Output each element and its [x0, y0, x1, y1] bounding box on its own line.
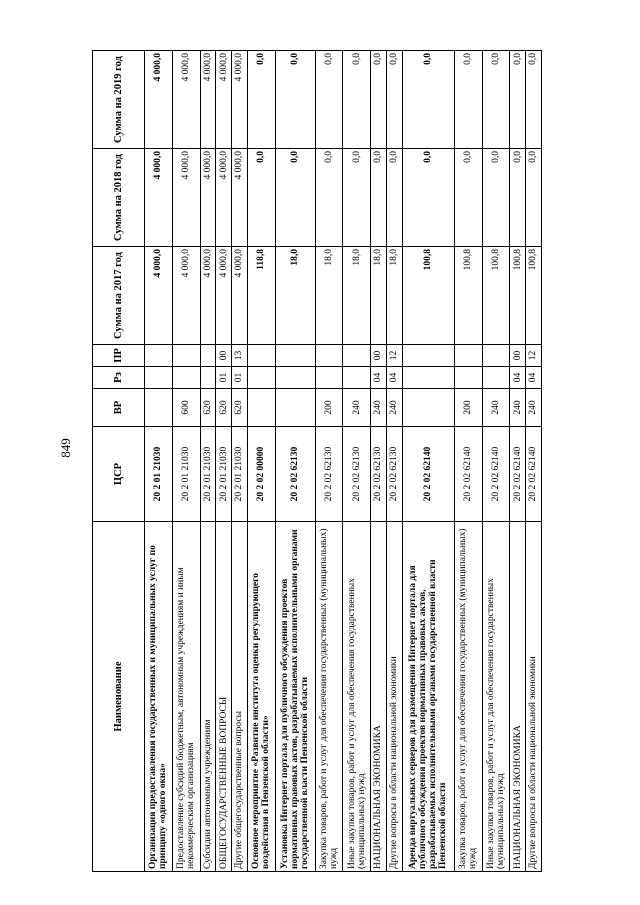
cell-rz: 04	[371, 367, 387, 389]
cell-pr: 12	[386, 345, 402, 367]
cell-csr: 20 2 02 62130	[343, 427, 371, 522]
cell-sum-2019: 0,0	[315, 51, 343, 149]
cell-sum-2017: 100,8	[482, 247, 510, 345]
table-row	[454, 51, 482, 872]
cell-sum-2018: 4 000,0	[145, 149, 173, 247]
cell-sum-2019: 4 000,0	[145, 51, 173, 149]
header-sum-2019: Сумма на 2019 год	[93, 51, 145, 149]
cell-sum-2019: 0,0	[526, 51, 542, 149]
cell-name: Другие общегосударственные вопросы	[232, 522, 248, 872]
cell-vr: 240	[386, 389, 402, 427]
cell-rz: 01	[216, 367, 232, 389]
cell-csr: 20 2 01 21030	[200, 427, 216, 522]
table-row	[510, 51, 526, 872]
budget-table	[92, 50, 542, 872]
cell-pr	[200, 345, 216, 367]
cell-pr: 00	[216, 345, 232, 367]
cell-sum-2017: 18,0	[386, 247, 402, 345]
cell-sum-2017: 100,8	[526, 247, 542, 345]
cell-sum-2018: 0,0	[402, 149, 454, 247]
cell-name: Другие вопросы в области национальной экономики	[526, 522, 542, 872]
cell-name: Закупка товаров, работ и услуг для обеспечения государственных (муниципальных) нужд	[454, 522, 482, 872]
cell-rz	[247, 367, 275, 389]
cell-sum-2018: 0,0	[315, 149, 343, 247]
cell-sum-2017: 18,0	[371, 247, 387, 345]
cell-sum-2017: 18,0	[315, 247, 343, 345]
table-row	[275, 51, 315, 872]
cell-sum-2018: 0,0	[526, 149, 542, 247]
cell-csr: 20 2 02 62130	[371, 427, 387, 522]
table-row	[315, 51, 343, 872]
table-row	[247, 51, 275, 872]
cell-name: Иные закупки товаров, работ и услуг для обеспечения государственных (муниципальных) нужд	[482, 522, 510, 872]
cell-rz: 04	[510, 367, 526, 389]
cell-vr: 620	[200, 389, 216, 427]
cell-rz: 04	[386, 367, 402, 389]
cell-csr: 20 2 02 62140	[482, 427, 510, 522]
header-sum-2018: Сумма на 2018 год	[93, 149, 145, 247]
cell-pr	[482, 345, 510, 367]
cell-name: Установка Интернет портала для публичного обсуждения проектов нормативных правовых актов, разрабатываемых исполнительными органами государственной власти Пензенской области	[275, 522, 315, 872]
rotated-table-wrapper	[92, 52, 542, 872]
cell-vr: 240	[371, 389, 387, 427]
page-number: 849	[58, 438, 73, 458]
table-body	[145, 51, 542, 872]
cell-name: НАЦИОНАЛЬНАЯ ЭКОНОМИКА	[510, 522, 526, 872]
cell-csr: 20 2 02 62140	[402, 427, 454, 522]
cell-sum-2019: 4 000,0	[200, 51, 216, 149]
cell-sum-2018: 0,0	[247, 149, 275, 247]
cell-pr	[343, 345, 371, 367]
cell-csr: 20 2 02 62140	[526, 427, 542, 522]
cell-sum-2019: 0,0	[386, 51, 402, 149]
cell-rz	[275, 367, 315, 389]
cell-sum-2018: 0,0	[275, 149, 315, 247]
cell-name: Иные закупки товаров, работ и услуг для обеспечения государственных (муниципальных) нужд	[343, 522, 371, 872]
table-row	[145, 51, 173, 872]
cell-csr: 20 2 01 21030	[145, 427, 173, 522]
cell-name: Другие вопросы в области национальной экономики	[386, 522, 402, 872]
cell-vr: 240	[526, 389, 542, 427]
cell-rz: 04	[526, 367, 542, 389]
cell-sum-2017: 4 000,0	[200, 247, 216, 345]
table-row	[200, 51, 216, 872]
cell-sum-2018: 0,0	[482, 149, 510, 247]
cell-vr	[402, 389, 454, 427]
cell-sum-2017: 100,8	[402, 247, 454, 345]
cell-vr: 240	[510, 389, 526, 427]
table-row	[343, 51, 371, 872]
cell-pr: 00	[371, 345, 387, 367]
cell-sum-2018: 0,0	[510, 149, 526, 247]
cell-csr: 20 2 01 21030	[232, 427, 248, 522]
header-rz: Рз	[93, 367, 145, 389]
cell-pr	[172, 345, 200, 367]
cell-sum-2019: 0,0	[510, 51, 526, 149]
cell-sum-2018: 4 000,0	[172, 149, 200, 247]
header-name: Наименование	[93, 522, 145, 872]
cell-csr: 20 2 02 62140	[510, 427, 526, 522]
cell-name: Субсидии автономным учреждениям	[200, 522, 216, 872]
cell-rz	[454, 367, 482, 389]
cell-pr: 00	[510, 345, 526, 367]
cell-rz	[172, 367, 200, 389]
header-pr: ПР	[93, 345, 145, 367]
cell-vr: 620	[232, 389, 248, 427]
cell-sum-2018: 0,0	[371, 149, 387, 247]
cell-sum-2017: 18,0	[343, 247, 371, 345]
cell-vr: 200	[454, 389, 482, 427]
cell-sum-2019: 0,0	[454, 51, 482, 149]
cell-sum-2017: 18,0	[275, 247, 315, 345]
cell-vr: 240	[343, 389, 371, 427]
cell-name: Основное мероприятие «Развитие института оценки регулирующего воздействия в Пензенской области»	[247, 522, 275, 872]
cell-sum-2018: 4 000,0	[232, 149, 248, 247]
cell-name: ОБЩЕГОСУДАРСТВЕННЫЕ ВОПРОСЫ	[216, 522, 232, 872]
table-row	[216, 51, 232, 872]
cell-sum-2019: 0,0	[247, 51, 275, 149]
cell-sum-2018: 4 000,0	[216, 149, 232, 247]
cell-rz	[402, 367, 454, 389]
cell-csr: 20 2 02 00000	[247, 427, 275, 522]
cell-pr	[454, 345, 482, 367]
table-row	[402, 51, 454, 872]
cell-sum-2017: 4 000,0	[172, 247, 200, 345]
cell-rz	[482, 367, 510, 389]
cell-pr	[145, 345, 173, 367]
header-sum-2017: Сумма на 2017 год	[93, 247, 145, 345]
cell-rz	[200, 367, 216, 389]
cell-sum-2017: 4 000,0	[145, 247, 173, 345]
cell-name: Предоставление субсидий бюджетным, автономным учреждениям и иным некоммерческим организациям	[172, 522, 200, 872]
table-header	[93, 51, 145, 872]
cell-csr: 20 2 02 62130	[315, 427, 343, 522]
cell-name: НАЦИОНАЛЬНАЯ ЭКОНОМИКА	[371, 522, 387, 872]
cell-rz	[315, 367, 343, 389]
cell-sum-2019: 0,0	[275, 51, 315, 149]
cell-csr: 20 2 01 21030	[216, 427, 232, 522]
table-row	[482, 51, 510, 872]
cell-sum-2017: 100,8	[510, 247, 526, 345]
cell-sum-2017: 4 000,0	[232, 247, 248, 345]
cell-sum-2019: 0,0	[482, 51, 510, 149]
cell-pr	[275, 345, 315, 367]
cell-pr	[402, 345, 454, 367]
cell-pr	[247, 345, 275, 367]
cell-vr	[247, 389, 275, 427]
cell-rz	[145, 367, 173, 389]
table-row	[232, 51, 248, 872]
cell-sum-2019: 4 000,0	[216, 51, 232, 149]
cell-csr: 20 2 02 62140	[454, 427, 482, 522]
header-csr: ЦСР	[93, 427, 145, 522]
header-vr: ВР	[93, 389, 145, 427]
cell-name: Организация предоставления государственных и муниципальных услуг по принципу «одного окна»	[145, 522, 173, 872]
cell-rz	[343, 367, 371, 389]
cell-pr: 12	[526, 345, 542, 367]
cell-csr: 20 2 02 62130	[275, 427, 315, 522]
cell-sum-2017: 118,8	[247, 247, 275, 345]
table-row	[386, 51, 402, 872]
cell-sum-2017: 100,8	[454, 247, 482, 345]
table-row	[371, 51, 387, 872]
cell-sum-2019: 0,0	[371, 51, 387, 149]
cell-sum-2019: 0,0	[402, 51, 454, 149]
cell-csr: 20 2 02 62130	[386, 427, 402, 522]
cell-name: Аренда виртуальных серверов для размещения Интернет портала для публичного обсуждения проектов нормативных правовых актов, разрабатываемых исполнительными органами государственной власти Пензенской области	[402, 522, 454, 872]
table-row	[526, 51, 542, 872]
table-row	[172, 51, 200, 872]
cell-sum-2018: 4 000,0	[200, 149, 216, 247]
cell-sum-2018: 0,0	[386, 149, 402, 247]
cell-vr	[275, 389, 315, 427]
cell-sum-2018: 0,0	[454, 149, 482, 247]
cell-pr	[315, 345, 343, 367]
cell-sum-2019: 4 000,0	[232, 51, 248, 149]
cell-csr: 20 2 01 21030	[172, 427, 200, 522]
cell-sum-2019: 0,0	[343, 51, 371, 149]
cell-rz: 01	[232, 367, 248, 389]
cell-sum-2018: 0,0	[343, 149, 371, 247]
cell-vr: 200	[315, 389, 343, 427]
cell-vr	[145, 389, 173, 427]
cell-vr: 240	[482, 389, 510, 427]
cell-vr: 600	[172, 389, 200, 427]
cell-sum-2019: 4 000,0	[172, 51, 200, 149]
cell-sum-2017: 4 000,0	[216, 247, 232, 345]
cell-vr: 620	[216, 389, 232, 427]
cell-name: Закупка товаров, работ и услуг для обеспечения государственных (муниципальных) нужд	[315, 522, 343, 872]
cell-pr: 13	[232, 345, 248, 367]
